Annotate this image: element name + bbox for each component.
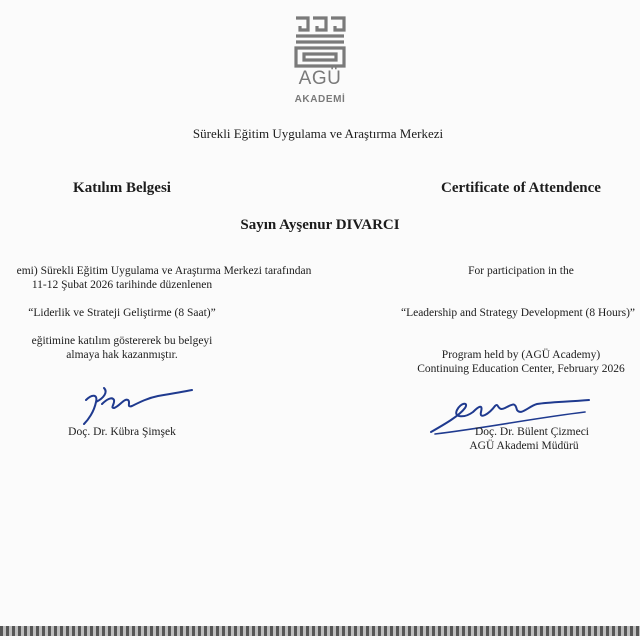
turkish-signatory: Doç. Dr. Kübra Şimşek: [68, 426, 176, 438]
agu-logo-icon: [292, 14, 348, 70]
english-line-3: Continuing Education Center, February 2026: [417, 363, 625, 375]
english-line-2: Program held by (AGÜ Academy): [441, 349, 601, 361]
turkish-line-3: eğitimine katılım göstererek bu belgeyi: [31, 335, 213, 347]
english-line-1: For participation in the: [468, 265, 574, 277]
turkish-heading: Katılım Belgesi: [73, 180, 171, 196]
english-course: “Leadership and Strategy Development (8 Hours)”: [400, 307, 636, 319]
bottom-border: [0, 626, 640, 636]
recipient-name: Sayın Ayşenur DIVARCI: [240, 217, 400, 233]
turkish-course: “Liderlik ve Strateji Geliştirme (8 Saat)”: [28, 307, 216, 319]
brand-name: AGÜ: [298, 68, 342, 89]
brand-subtitle: AKADEMİ: [294, 94, 346, 105]
turkish-line-1: emi) Sürekli Eğitim Uygulama ve Araştırma Merkezi tarafından: [16, 265, 312, 277]
signature-left: [78, 380, 198, 428]
turkish-line-2: 11-12 Şubat 2026 tarihinde düzenlenen: [31, 279, 213, 291]
english-signatory: Doç. Dr. Bülent Çizmeci: [474, 426, 590, 438]
english-signatory-title: AGÜ Akademi Müdürü: [469, 440, 579, 452]
turkish-line-4: almaya hak kazanmıştır.: [66, 349, 178, 361]
center-name: Sürekli Eğitim Uygulama ve Araştırma Merkezi: [192, 126, 444, 141]
english-heading: Certificate of Attendence: [441, 180, 601, 196]
